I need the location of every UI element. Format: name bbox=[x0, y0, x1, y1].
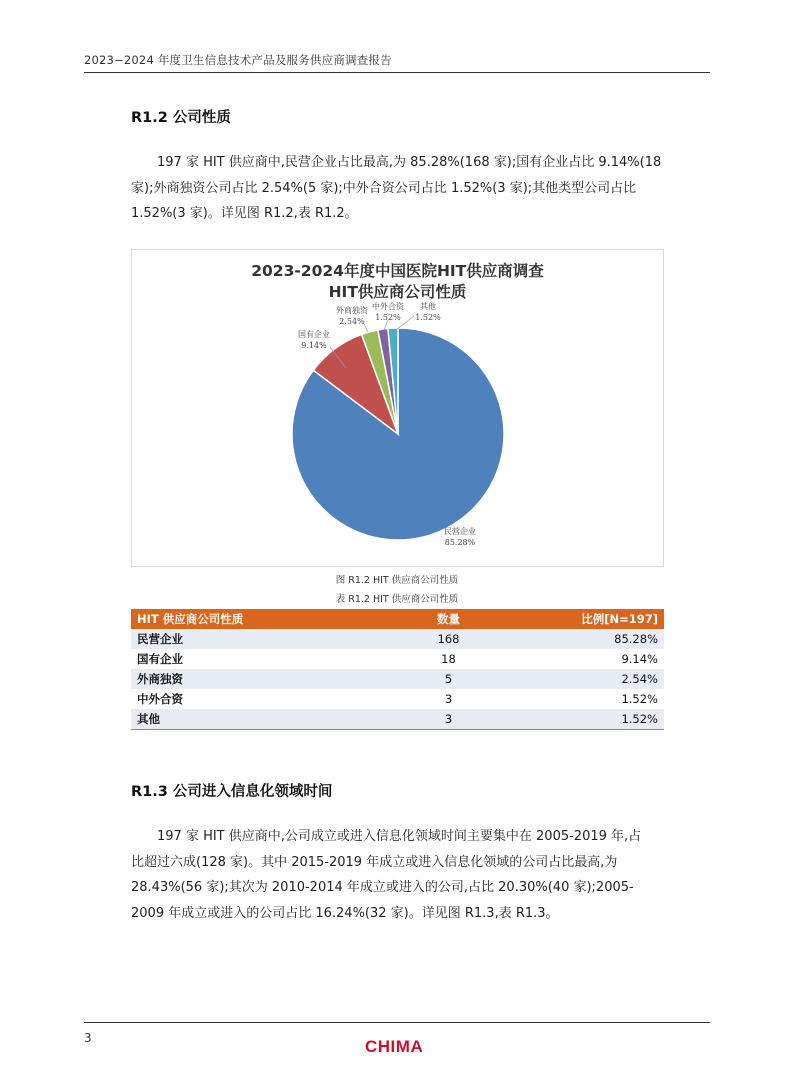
page-number: 3 bbox=[84, 1031, 92, 1045]
paragraph-line: 197 家 HIT 供应商中,公司成立或进入信息化领域时间主要集中在 2005-2019 年,占 bbox=[157, 829, 642, 844]
cell-count: 3 bbox=[413, 709, 484, 730]
cell-ratio: 1.52% bbox=[484, 689, 664, 709]
slice-label-value: 1.52% bbox=[375, 313, 401, 322]
slice-label-value: 85.28% bbox=[444, 538, 476, 547]
table-caption: 表 R1.2 HIT 供应商公司性质 bbox=[335, 594, 459, 605]
cell-count: 168 bbox=[413, 629, 484, 649]
paragraph-line: 197 家 HIT 供应商中,民营企业占比最高,为 85.28%(168 家);国有企业占比 9.14%(18 bbox=[157, 155, 662, 170]
cell-ratio: 2.54% bbox=[484, 669, 664, 689]
table-row bbox=[131, 669, 664, 689]
slice-label-value: 1.52% bbox=[415, 313, 441, 322]
section-heading-r12: R1.2 公司性质 bbox=[131, 110, 231, 126]
paragraph-line: 家);外商独资公司占比 2.54%(5 家);中外合资公司占比 1.52%(3 家);其他类型公司占比 bbox=[131, 180, 637, 196]
table-row bbox=[131, 629, 664, 649]
slice-label-category: 民营企业 bbox=[444, 527, 476, 536]
table-row bbox=[131, 709, 664, 730]
pie-chart bbox=[132, 250, 663, 566]
slice-label-category: 其他 bbox=[420, 302, 436, 311]
footer-divider bbox=[84, 1022, 710, 1023]
header-divider bbox=[84, 72, 710, 73]
section-r13-paragraph bbox=[131, 824, 664, 926]
slice-label-category: 国有企业 bbox=[298, 330, 330, 339]
column-header-type: HIT 供应商公司性质 bbox=[131, 609, 413, 629]
company-type-table bbox=[131, 609, 664, 730]
slice-label-value: 9.14% bbox=[301, 341, 327, 350]
pie-chart-frame bbox=[131, 249, 664, 567]
cell-type: 民营企业 bbox=[131, 629, 413, 649]
table-row bbox=[131, 649, 664, 669]
running-header: 2023−2024 年度卫生信息技术产品及服务供应商调查报告 bbox=[84, 53, 392, 67]
cell-count: 3 bbox=[413, 689, 484, 709]
paragraph-line: 比超过六成(128 家)。其中 2015-2019 年成立或进入信息化领域的公司占比最高,为 bbox=[131, 854, 618, 870]
cell-ratio: 1.52% bbox=[484, 709, 664, 730]
paragraph-line: 28.43%(56 家);其次为 2010-2014 年成立或进入的公司,占比 20.30%(40 家);2005- bbox=[131, 880, 634, 895]
cell-type: 中外合资 bbox=[131, 689, 413, 709]
table-header-row bbox=[131, 609, 664, 629]
cell-type: 其他 bbox=[131, 709, 413, 730]
paragraph-line: 1.52%(3 家)。详见图 R1.2,表 R1.2。 bbox=[131, 206, 358, 221]
slice-label-category: 外商独资 bbox=[336, 306, 368, 315]
section-r12-paragraph bbox=[131, 150, 664, 227]
cell-type: 外商独资 bbox=[131, 669, 413, 689]
figure-caption: 图 R1.2 HIT 供应商公司性质 bbox=[335, 575, 459, 586]
slice-label-value: 2.54% bbox=[339, 317, 365, 326]
cell-type: 国有企业 bbox=[131, 649, 413, 669]
paragraph-line: 2009 年成立或进入的公司占比 16.24%(32 家)。详见图 R1.3,表 R1.3。 bbox=[131, 905, 559, 921]
column-header-count: 数量 bbox=[413, 609, 484, 629]
slice-label-category: 中外合资 bbox=[372, 302, 404, 311]
chima-logo: CHIMA bbox=[365, 1037, 424, 1056]
column-header-ratio: 比例[N=197] bbox=[484, 609, 664, 629]
chart-title-line-1: 2023-2024年度中国医院HIT供应商调查 bbox=[251, 262, 544, 280]
cell-count: 18 bbox=[413, 649, 484, 669]
cell-count: 5 bbox=[413, 669, 484, 689]
section-heading-r13: R1.3 公司进入信息化领域时间 bbox=[131, 784, 333, 800]
table-row bbox=[131, 689, 664, 709]
cell-ratio: 85.28% bbox=[484, 629, 664, 649]
chart-title-line-2: HIT供应商公司性质 bbox=[328, 283, 467, 301]
cell-ratio: 9.14% bbox=[484, 649, 664, 669]
